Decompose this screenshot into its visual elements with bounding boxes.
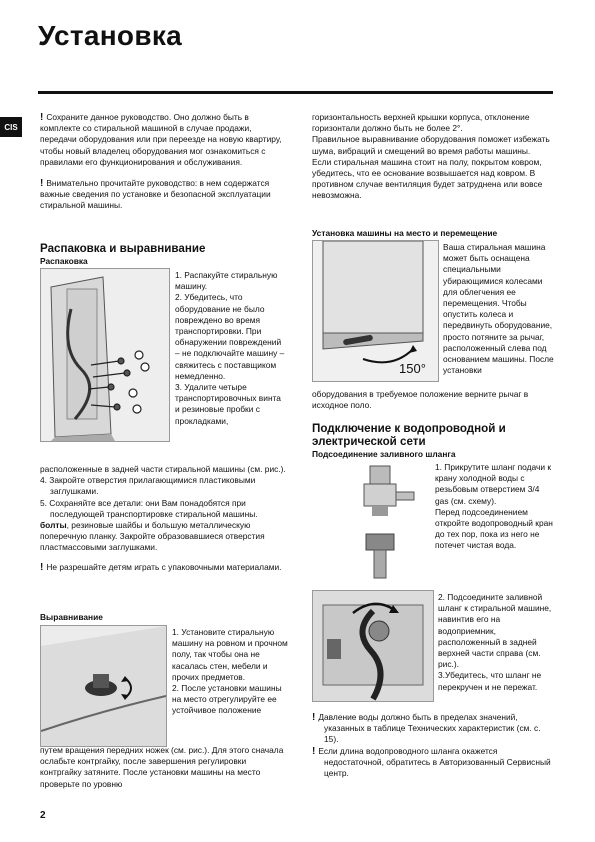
unpack-step-2: 2. Убедитесь, что оборудование не было повреждено во время транспортировки. При обнаружении повреждений – не подключайте машину – свяжитесь с поставщиком немедленно. bbox=[175, 292, 285, 381]
right-cont-2: Правильное выравнивание оборудования поможет избежать шума, вибраций и смещений во время работы машины. bbox=[312, 134, 550, 156]
right-cont-3: Если стиральная машина стоит на полу, покрытом ковром, убедитесь, что ее основание возвышается над ковром. В противном случае вентиляция будет затруднена или вовсе невозможна. bbox=[312, 156, 543, 201]
right-cont-1: горизонтальность верхней крышки корпуса, отклонение горизонтали должно быть не более 2°. bbox=[312, 112, 530, 134]
warning-pressure: Давление воды должно быть в пределах значений, указанных в таблице Технических характеристик (см. с. 15). bbox=[318, 712, 541, 745]
place-text: Ваша стиральная машина может быть оснащена специальными убирающимися колесами для облегчения ее перемещения. Чтобы опустить колеса и передвинуть оборудование, просто потяните за рычаг, расположенный слева под основанием машины. После установки bbox=[443, 242, 554, 376]
hose-connect-figure bbox=[312, 590, 434, 702]
tap-figure bbox=[340, 462, 420, 580]
warning-children: Не разрешайте детям играть с упаковочными материалами. bbox=[46, 561, 282, 572]
hose-step-1: 1. Прикрутите шланг подачи к крану холодной воды с резьбовым отверстием 3/4 gas (см. схему). bbox=[435, 462, 551, 506]
unpack-illustration bbox=[41, 269, 169, 441]
level-title: Выравнивание bbox=[40, 612, 103, 622]
bolts-label: болты bbox=[40, 520, 67, 531]
hose-step-3: 3.Убедитесь, что шланг не перекручен и не пережат. bbox=[438, 670, 542, 692]
section-connect: Подключение к водопроводной и электрической сети bbox=[312, 422, 506, 448]
wheels-figure bbox=[312, 240, 439, 382]
tap-illustration bbox=[340, 462, 420, 580]
warning-icon: ! bbox=[40, 112, 44, 123]
warning-icon: ! bbox=[312, 712, 316, 723]
hose-step-2: 2. Подсоедините заливной шланг к стиральной машине, навинтив его на водоприемник, расположенный в задней верхней части справа (см. рис.). bbox=[438, 592, 552, 670]
unpack-step-3: 3. Удалите четыре транспортировочных винта и резиновые пробки с прокладками, bbox=[175, 382, 281, 426]
unpack-figure bbox=[40, 268, 170, 442]
unpack-steps bbox=[175, 270, 287, 427]
intro-text-1: Сохраните данное руководство. Оно должно быть в комплекте со стиральной машиной в случае продажи, передачи оборудования или при переезде на новую квартиру, чтобы новый владелец оборудования мог ознакомиться с правилами его функционирования и обслуживания. bbox=[40, 112, 282, 167]
hose-connect-illustration bbox=[313, 591, 433, 701]
unpack-step-1: 1. Распакуйте стиральную машину. bbox=[175, 270, 278, 292]
unpack-cont-text: расположенные в задней части стиральной машины (см. рис.). bbox=[40, 464, 286, 474]
level-steps bbox=[172, 627, 288, 717]
title-rule bbox=[38, 91, 553, 94]
hose-warnings bbox=[312, 712, 554, 779]
level-continued: путем вращения передних ножек (см. рис.). Для этого сначала ослабьте контргайку, после завершения регулировки контргайку затяните. После установки машины на место проверьте по уровню bbox=[40, 745, 284, 789]
section-unpack-level: Распаковка и выравнивание bbox=[40, 242, 206, 255]
level-figure bbox=[40, 625, 167, 747]
warning-length: Если длина водопроводного шланга окажется недостаточной, обратитесь в Авторизованный Сервисный центр. bbox=[318, 745, 551, 779]
hose-steps-2-3 bbox=[438, 592, 555, 693]
page-title: Установка bbox=[38, 20, 183, 51]
warning-icon: ! bbox=[312, 745, 316, 757]
language-tab: CIS bbox=[0, 117, 22, 137]
right-intro bbox=[312, 112, 554, 202]
warning-icon: ! bbox=[40, 561, 44, 573]
hose-step-1b: Перед подсоединением откройте водопроводный кран до тех пор, пока из него не потечет чистая вода. bbox=[435, 506, 553, 551]
level-step-1: 1. Установите стиральную машину на ровном и прочном полу, так чтобы она не касалась стен, мебели и прочих предметов. bbox=[172, 627, 288, 682]
wheels-illustration bbox=[313, 241, 438, 381]
intro-text-2: Внимательно прочитайте руководство: в нем содержатся важные сведения по установке и безопасной эксплуатации стиральной машины. bbox=[40, 178, 271, 211]
unpack-step-5: 5. Сохраняйте все детали: они Вам понадобятся при последующей транспортировке стиральной машины. bbox=[40, 497, 258, 519]
hose-title: Подсоединение заливного шланга bbox=[312, 449, 456, 459]
place-title: Установка машины на место и перемещение bbox=[312, 228, 498, 238]
left-intro bbox=[40, 112, 288, 219]
unpack-title: Распаковка bbox=[40, 256, 88, 266]
level-step-2: 2. После установки машины на место отрегулируйте ее устойчивое положение bbox=[172, 683, 282, 716]
angle-label: 150° bbox=[399, 361, 426, 376]
hose-step-1-block bbox=[435, 462, 555, 552]
unpack-step-4: 4. Закройте отверстия прилагающимися пластиковыми заглушками. bbox=[40, 475, 256, 497]
level-illustration bbox=[41, 626, 166, 746]
page-number: 2 bbox=[40, 810, 46, 821]
warning-icon: ! bbox=[40, 178, 44, 190]
place-continued: оборудования в требуемое положение верните рычаг в исходное поло. bbox=[312, 389, 529, 411]
unpack-continued bbox=[40, 464, 288, 573]
unpack-step-5b: , резиновые шайбы и большую металлическую поперечную планку. Закройте образовавшиеся отверстия пластмассовыми заглушками. bbox=[40, 520, 265, 553]
